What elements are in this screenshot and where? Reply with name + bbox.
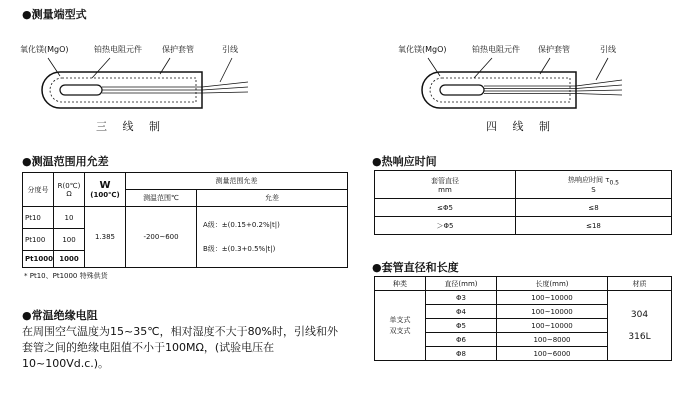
class-a: A级：±(0.15+0.2%|t|) [203,221,280,229]
table-row-r: 1000 [54,251,85,268]
insulation-paragraph: 在周围空气温度为15~35℃，相对湿度不大于80%时，引线和外套管之间的绝缘电阻值不小于100MΩ，(试验电压在10~100Vd.c.)。 [22,325,339,370]
class-b: B级：±(0.3+0.5%|t|) [203,245,276,253]
header-tolerance: 测量范围允差 [126,173,348,190]
table-row-dia: Φ8 [426,347,497,361]
label-element-left: 铂热电阻元件 [94,45,142,54]
header-w: W (100℃) [85,173,126,207]
label-element-right: 铂热电阻元件 [472,45,520,54]
table-row-dia: Φ5 [426,319,497,333]
label-lead-left: 引线 [222,45,238,54]
label-mgo-right: 氧化镁(MgO) [398,45,447,54]
table-row-grade: Pt100 [23,229,54,251]
header-sheath-dia: 套管直径 mm [375,171,516,199]
sheath-size-table [374,276,672,361]
section-response: ●热响应时间 [372,155,437,168]
section-probe-type: ●测量端型式 [22,8,87,21]
response-time-table [374,170,672,235]
section-insulation: ●常温绝缘电阻 [22,309,98,322]
table-row-dia: Φ6 [426,333,497,347]
section-sheath: ●套管直径和长度 [372,261,459,274]
header-type: 种类 [375,277,426,291]
header-diameter: 直径(mm) [426,277,497,291]
label-mgo-left: 氧化镁(MgO) [20,45,69,54]
header-grade: 分度号 [23,173,54,207]
table-row-r: 100 [54,229,85,251]
table-row-len: 100~6000 [497,347,608,361]
table-row-len: 100~8000 [497,333,608,347]
material-values: 304 316L [608,291,672,361]
table-row-dia: Φ3 [426,291,497,305]
table-row-grade: Pt1000 [23,251,54,268]
caption-three-wire: 三 线 制 [96,120,166,133]
table-row-time: ≤18 [516,217,672,235]
w-value: 1.385 [85,207,126,268]
allowance-values [197,207,348,268]
type-value: 单支式 双支式 [375,291,426,361]
table-row-dia: ≤Φ5 [375,199,516,217]
header-length: 长度(mm) [497,277,608,291]
section-range: ●测温范围用允差 [22,155,109,168]
table-row-len: 100~10000 [497,291,608,305]
probe-diagram-four-wire [400,54,630,114]
table-row-time: ≤8 [516,199,672,217]
temp-range-value: -200~600 [126,207,197,268]
table-row-dia: Φ4 [426,305,497,319]
header-r: R(0℃) Ω [54,173,85,207]
table-row-len: 100~10000 [497,305,608,319]
table-row-dia: ＞Φ5 [375,217,516,235]
label-sheath-left: 保护套管 [162,45,194,54]
header-material: 材质 [608,277,672,291]
table-row-len: 100~10000 [497,319,608,333]
probe-diagram-three-wire [20,54,250,114]
header-allowance: 允差 [197,190,348,207]
label-lead-right: 引线 [600,45,616,54]
header-temp-range: 测温范围℃ [126,190,197,207]
range-tolerance-table [22,172,348,268]
table-row-grade: Pt10 [23,207,54,229]
special-order-note: * Pt10、Pt1000 特殊供货 [24,272,108,280]
caption-four-wire: 四 线 制 [486,120,556,133]
header-response-time: 热响应时间 $\tau_{0.5}$ S [516,171,672,199]
label-sheath-right: 保护套管 [538,45,570,54]
table-row-r: 10 [54,207,85,229]
